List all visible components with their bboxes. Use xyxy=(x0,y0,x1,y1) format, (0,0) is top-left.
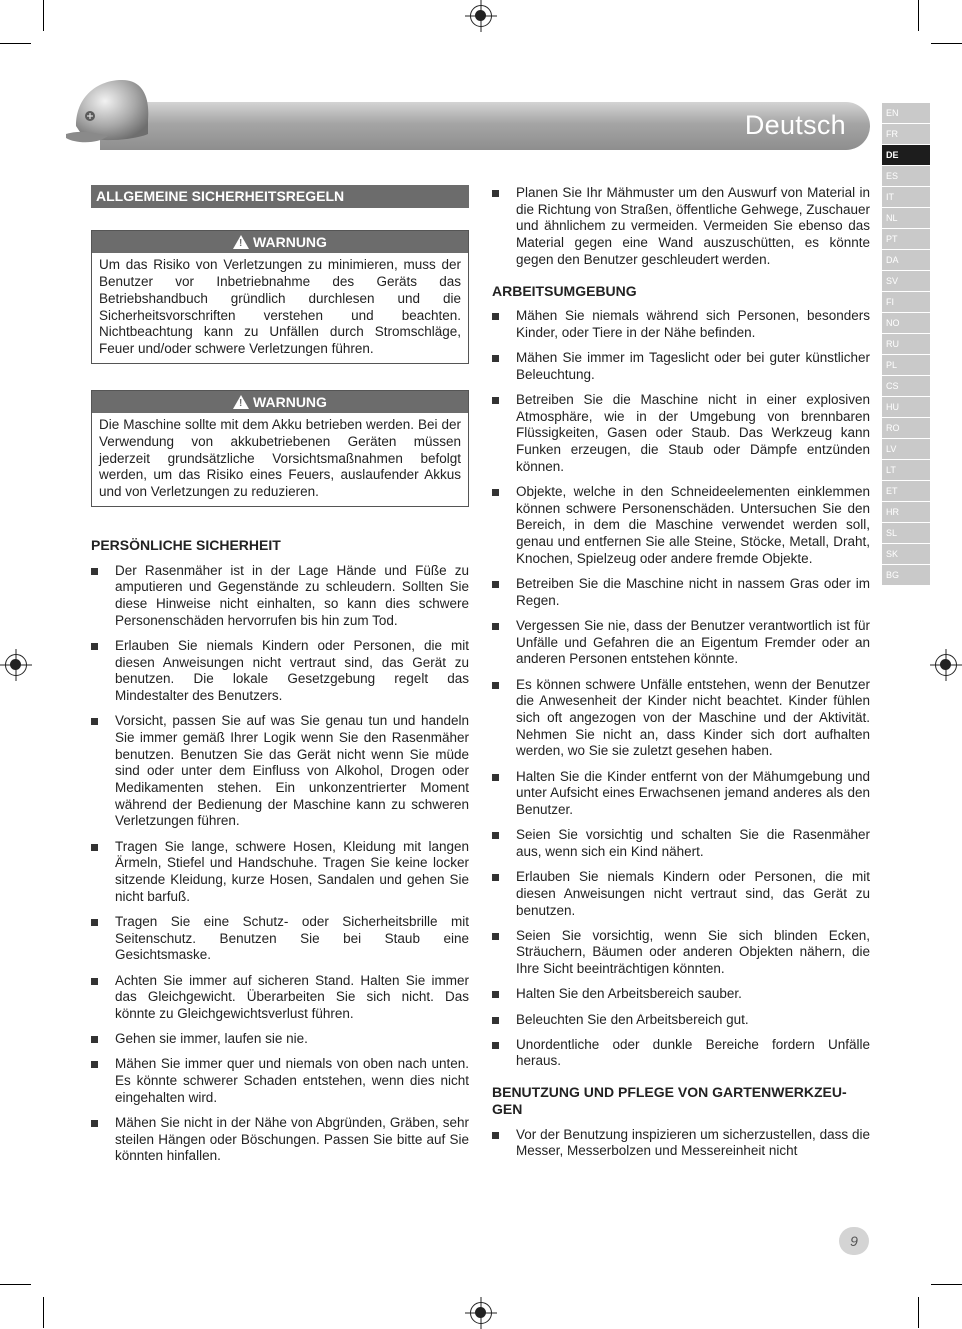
bullet-square-icon xyxy=(492,1042,499,1049)
language-tab-bg[interactable]: BG xyxy=(882,565,930,585)
list-item-text: Planen Sie Ihr Mähmuster um den Auswurf von Material in die Richtung von Straßen, öffentliche Gehwege, Zuschauer und ähnlichem zu vermeiden. Vermeiden Sie ebenso das Material gegen eine Wand auszuschütten, es könnte gegen den Benutzer geschleudert werden. xyxy=(516,185,870,267)
language-tab-cs[interactable]: CS xyxy=(882,376,930,396)
bullet-square-icon xyxy=(492,933,499,940)
bullet-square-icon xyxy=(91,978,98,985)
bullet-square-icon xyxy=(492,991,499,998)
registration-mark-icon xyxy=(470,5,492,27)
language-tab-pl[interactable]: PL xyxy=(882,355,930,375)
warning-label: WARNUNG xyxy=(253,233,327,250)
list-item-text: Seien Sie vorsichtig, wenn Sie sich blinden Ecken, Sträuchern, Bäumen oder anderen Objekten nähern, die Ihre Sicht beeinträchtigen könnten. xyxy=(516,927,870,977)
language-tab-ro[interactable]: RO xyxy=(882,418,930,438)
right-column xyxy=(492,185,870,1168)
bullet-list xyxy=(91,563,469,1166)
warning-box xyxy=(91,390,469,507)
bullet-square-icon xyxy=(91,1036,98,1043)
list-item xyxy=(91,1115,469,1165)
bullet-square-icon xyxy=(91,568,98,575)
language-tab-hu[interactable]: HU xyxy=(882,397,930,417)
bullet-square-icon xyxy=(492,190,499,197)
list-item xyxy=(492,827,870,860)
bullet-list xyxy=(492,1127,870,1160)
registration-mark-icon xyxy=(935,654,957,676)
crop-mark xyxy=(43,0,44,31)
bullet-square-icon xyxy=(492,1017,499,1024)
left-column xyxy=(91,185,469,1174)
list-item-text: Mähen Sie immer quer und niemals von oben nach unten. Es könnte schwerer Schaden entstehen, wenn dies nicht eingehalten wird. xyxy=(115,1056,469,1105)
list-item-text: Halten Sie die Kinder entfernt von der Mähumgebung und unter Aufsicht eines Erwachsenen jemand anderes als den Benutzer. xyxy=(516,768,870,817)
list-item xyxy=(492,350,870,383)
warning-text: Um das Risiko von Verletzungen zu minimieren, muss der Benutzer vor Inbetriebnahme des Geräts das Betriebshandbuch gründlich durchlesen und die Sicherheitsvorschriften verstehen und beachten. Nichtbeachtung kann zu Unfällen durch Stromschläge, Feuer und/oder schwere Verletzungen führen. xyxy=(99,257,461,356)
bullet-square-icon xyxy=(492,774,499,781)
warning-box xyxy=(91,230,469,364)
bullet-square-icon xyxy=(91,643,98,650)
bullet-square-icon xyxy=(492,355,499,362)
warning-text: Die Maschine sollte mit dem Akku betrieben werden. Bei der Verwendung von akkubetriebenen Geräten müssen jederzeit grundsätzliche Vorsichtsmaßnahmen befolgt werden, um das Risiko eines Feuers, auslaufender Akkus und von Verletzungen zu reduzieren. xyxy=(99,417,461,500)
crop-mark xyxy=(931,1284,962,1285)
list-item-text: Mähen Sie immer im Tageslicht oder bei guter künstlicher Beleuchtung. xyxy=(516,350,870,382)
bullet-square-icon xyxy=(492,682,499,689)
language-tab-hr[interactable]: HR xyxy=(882,502,930,522)
language-tab-sk[interactable]: SK xyxy=(882,544,930,564)
list-item-text: Gehen sie immer, laufen sie nie. xyxy=(115,1031,308,1047)
list-item-text: Der Rasenmäher ist in der Lage Hände und Füße zu amputieren und Gegenstände zu schleudern. Sollten Sie diese Hinweise nicht einhalten, so kann dies schwere Personenschäden hervorrufen bis hin zum Tod. xyxy=(115,562,469,628)
header-banner xyxy=(100,102,870,150)
bullet-square-icon xyxy=(91,1120,98,1127)
list-item xyxy=(492,1127,870,1160)
page-number: 9 xyxy=(839,1227,869,1255)
bullet-square-icon xyxy=(91,718,98,725)
crop-mark xyxy=(43,1297,44,1328)
language-tab-sl[interactable]: SL xyxy=(882,523,930,543)
list-item-text: Achten Sie immer auf sicheren Stand. Halten Sie immer das Gleichgewicht. Überarbeiten Sie sich nicht. Das könnte zu Gleichgewichtsverlust führen. xyxy=(115,972,469,1021)
language-tab-lv[interactable]: LV xyxy=(882,439,930,459)
list-item xyxy=(91,839,469,906)
list-item xyxy=(91,1031,469,1048)
language-tab-da[interactable]: DA xyxy=(882,250,930,270)
list-item-text: Halten Sie den Arbeitsbereich sauber. xyxy=(516,986,742,1002)
language-tab-fr[interactable]: FR xyxy=(882,124,930,144)
list-item-text: Mähen Sie nicht in der Nähe von Abgründen, Gräben, sehr steilen Hängen oder Böschungen. Passen Sie bitte auf Sie könnten hinfallen. xyxy=(115,1114,469,1164)
list-item xyxy=(492,576,870,609)
list-item-text: Seien Sie vorsichtig und schalten Sie die Rasenmäher aus, wenn sich ein Kind nähert. xyxy=(516,827,870,859)
list-item xyxy=(492,308,870,341)
warning-triangle-icon xyxy=(233,235,249,249)
list-item-text: Vor der Benutzung inspizieren um sicherzustellen, dass die Messer, Messerbolzen und Messereinheit nicht xyxy=(516,1126,870,1159)
bullet-square-icon xyxy=(91,919,98,926)
crop-mark xyxy=(0,1284,31,1285)
list-item xyxy=(492,618,870,668)
list-item-text: Vergessen Sie nie, dass der Benutzer verantwortlich ist für Unfälle und Gefahren die an Eigentum Fremder oder an anderen Personen entstehen könnte. xyxy=(516,617,870,667)
registration-mark-icon xyxy=(5,654,27,676)
list-item-text: Erlauben Sie niemals Kindern oder Personen, die mit diesen Anweisungen nicht vertraut sind, das Gerät zu benutzen. xyxy=(516,869,870,918)
subsection-heading: PERSÖNLICHE SICHERHEIT xyxy=(91,536,281,553)
crop-mark xyxy=(0,43,31,44)
language-tabs xyxy=(882,103,930,586)
language-tab-pt[interactable]: PT xyxy=(882,229,930,249)
list-item xyxy=(492,392,870,476)
page-title: Deutsch xyxy=(744,110,846,140)
list-item-text: Vorsicht, passen Sie auf was Sie genau tun und handeln Sie immer gemäß Ihrer Logik wenn Sie den Rasenmäher benutzen. Benutzen Sie das Gerät nicht wenn Sie müde sind oder unter dem Einfluss von Alkohol, Drogen oder Medikamenten stehen. Ein unkonzentrierter Moment während der Bedienung der Maschine kann zu schweren Verletzungen führen. xyxy=(115,713,469,829)
language-tab-sv[interactable]: SV xyxy=(882,271,930,291)
language-tab-it[interactable]: IT xyxy=(882,187,930,207)
language-tab-nl[interactable]: NL xyxy=(882,208,930,228)
list-item xyxy=(492,677,870,761)
list-item xyxy=(492,986,870,1003)
bullet-square-icon xyxy=(492,313,499,320)
list-item xyxy=(492,769,870,819)
list-item-text: Beleuchten Sie den Arbeitsbereich gut. xyxy=(516,1011,749,1027)
list-item xyxy=(91,638,469,705)
language-tab-et[interactable]: ET xyxy=(882,481,930,501)
bullet-list xyxy=(492,185,870,269)
list-item-text: Erlauben Sie niemals Kindern oder Personen, die mit diesen Anweisungen nicht vertraut sind, das Gerät zu benutzen. Die lokale Gesetzgebung regelt das Mindestalter des Benutzers. xyxy=(115,637,469,703)
list-item xyxy=(492,484,870,568)
subsection-heading: BENUTZUNG UND PFLEGE VON GARTENWERKZEU-GEN xyxy=(492,1084,847,1117)
language-tab-fi[interactable]: FI xyxy=(882,292,930,312)
language-tab-es[interactable]: ES xyxy=(882,166,930,186)
language-tab-lt[interactable]: LT xyxy=(882,460,930,480)
list-item-text: Tragen Sie eine Schutz- oder Sicherheitsbrille mit Seitenschutz. Benutzen Sie bei Staub eine Gesichtsmaske. xyxy=(115,913,469,963)
list-item-text: Mähen Sie niemals während sich Personen, besonders Kinder, oder Tiere in der Nähe befinden. xyxy=(516,308,870,340)
bullet-square-icon xyxy=(492,874,499,881)
list-item xyxy=(91,1056,469,1106)
crop-mark xyxy=(918,1297,919,1328)
list-item-text: Tragen Sie lange, schwere Hosen, Kleidung mit langen Ärmeln, Stiefel und Handschuhe. Tragen Sie keine locker sitzende Kleidung, kurze Hosen, Sandalen und gehen Sie nicht barfuß. xyxy=(115,838,469,904)
list-item xyxy=(492,185,870,269)
list-item xyxy=(91,563,469,630)
crop-mark xyxy=(918,0,919,31)
language-tab-en[interactable]: EN xyxy=(882,103,930,123)
warning-triangle-icon xyxy=(233,395,249,409)
list-item xyxy=(91,914,469,964)
list-item xyxy=(492,1037,870,1070)
warning-header xyxy=(92,231,468,254)
bullet-square-icon xyxy=(492,832,499,839)
subsection-heading: ARBEITSUMGEBUNG xyxy=(492,282,637,299)
registration-mark-icon xyxy=(470,1302,492,1324)
list-item-text: Betreiben Sie die Maschine nicht in einer explosiven Atmosphäre, wie in der Umgebung von brennbaren Flüssigkeiten, Gasen oder Staub. Das Werkzeug kann Funken erzeugen, die Staub oder Dämpfe entzünden können. xyxy=(516,392,870,474)
warning-label: WARNUNG xyxy=(253,393,327,410)
language-tab-de[interactable]: DE xyxy=(882,145,930,165)
section-title: ALLGEMEINE SICHERHEITSREGELN xyxy=(91,185,469,208)
language-tab-no[interactable]: NO xyxy=(882,313,930,333)
bullet-square-icon xyxy=(492,397,499,404)
bullet-square-icon xyxy=(91,844,98,851)
language-tab-ru[interactable]: RU xyxy=(882,334,930,354)
list-item xyxy=(91,973,469,1023)
safety-helmet-icon xyxy=(64,74,160,154)
bullet-square-icon xyxy=(492,581,499,588)
warning-header xyxy=(92,391,468,414)
bullet-square-icon xyxy=(492,489,499,496)
bullet-square-icon xyxy=(492,623,499,630)
list-item-text: Betreiben Sie die Maschine nicht in nassem Gras oder im Regen. xyxy=(516,576,870,608)
list-item-text: Unordentliche oder dunkle Bereiche fordern Unfälle heraus. xyxy=(516,1036,870,1069)
list-item-text: Es können schwere Unfälle entstehen, wenn der Benutzer die Anwesenheit der Kinder nicht beachtet. Kinder fühlen sich oft angezogen von der Maschine und der Aktivität. Nehmen Sie nicht an, dass Kinder sich dort aufhalten werden, wo Sie sie zuletzt gesehen haben. xyxy=(516,676,870,759)
list-item-text: Objekte, welche in den Schneideelementen einklemmen können schwere Personenschäden. Untersuchen Sie den Bereich, in dem die Maschine verwendet werden soll, genau und entfernen Sie alle Steine, Stöcke, Metall, Draht, Knochen, Spielzeug oder andere fremde Objekte. xyxy=(516,484,870,566)
bullet-list xyxy=(492,308,870,1070)
list-item xyxy=(492,869,870,919)
crop-mark xyxy=(931,43,962,44)
list-item xyxy=(91,713,469,830)
list-item xyxy=(492,1012,870,1029)
bullet-square-icon xyxy=(91,1061,98,1068)
list-item xyxy=(492,928,870,978)
bullet-square-icon xyxy=(492,1132,499,1139)
